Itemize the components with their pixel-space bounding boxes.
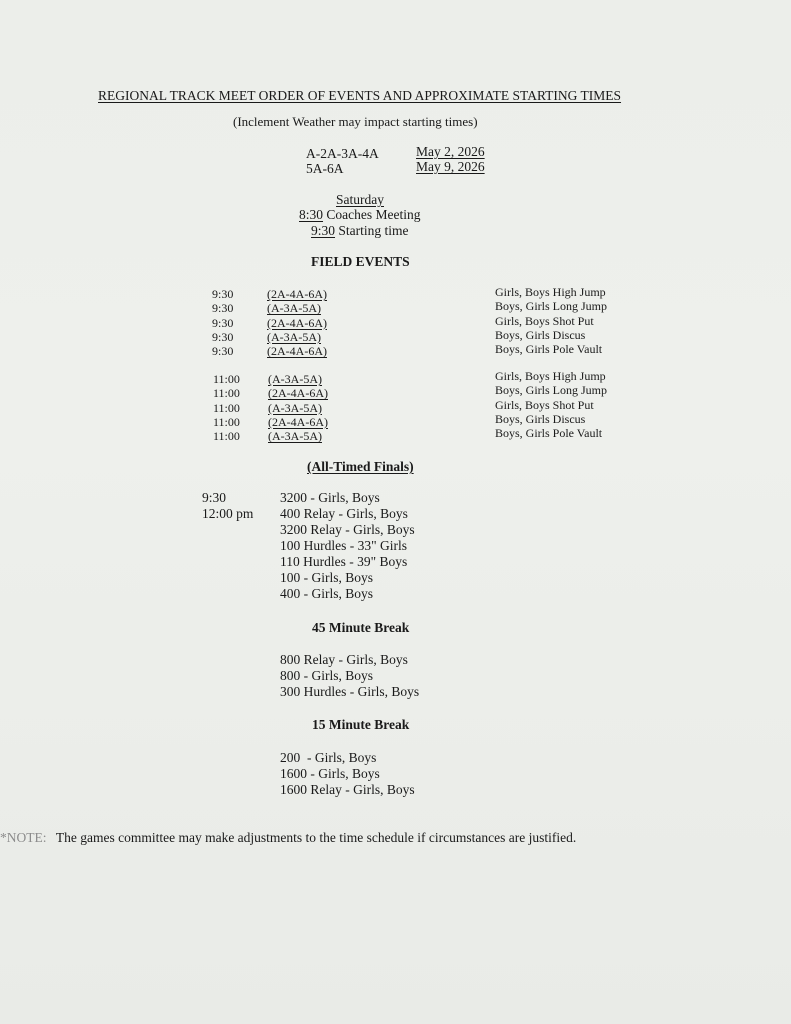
running-block-3 [280,750,415,798]
document-subtitle: (Inclement Weather may impact starting times) [233,114,478,129]
field-time: 11:00 [213,372,240,386]
field-time: 11:00 [213,400,240,415]
field-event: Girls, Boys Shot Put [495,397,594,412]
running-event: 400 - Girls, Boys [280,586,374,601]
footnote [0,830,576,846]
running-block-1 [280,490,415,602]
field-classes: (A-3A-5A) [268,400,322,415]
class-label: A-2A-3A-4A [306,146,379,161]
field-times-group1 [212,287,233,358]
field-classes: (A-3A-5A) [268,429,322,444]
field-time: 9:30 [212,315,234,330]
running-event: 1600 Relay - Girls, Boys [280,782,415,797]
meeting-label: Coaches Meeting [326,207,421,222]
field-event: Boys, Girls Discus [495,327,586,342]
field-time: 11:00 [213,429,240,444]
field-events-group2 [495,369,607,440]
running-event: 300 Hurdles - Girls, Boys [280,684,420,699]
running-times [202,490,253,522]
field-event: Boys, Girls Long Jump [495,299,608,314]
running-event: 400 Relay - Girls, Boys [280,506,408,521]
field-classes-group2 [268,372,328,443]
field-time: 9:30 [212,301,234,316]
coaches-meeting-line [299,207,421,223]
field-classes: (2A-4A-6A) [268,386,328,401]
field-time: 11:00 [213,414,240,429]
field-event: Boys, Girls Pole Vault [495,342,603,357]
field-time: 9:30 [212,287,234,301]
class-date: May 2, 2026 [416,144,485,159]
timed-finals-heading: (All-Timed Finals) [307,459,414,474]
running-event: 1600 - Girls, Boys [280,766,380,781]
running-event: 110 Hurdles - 39" Boys [280,554,408,569]
field-event: Girls, Boys High Jump [495,369,606,383]
field-event: Girls, Boys Shot Put [495,313,594,328]
field-event: Boys, Girls Pole Vault [495,426,603,441]
running-event: 100 Hurdles - 33" Girls [280,538,407,553]
field-events-heading: FIELD EVENTS [311,254,410,269]
start-time: 9:30 [311,223,336,238]
field-event: Boys, Girls Discus [495,411,586,426]
running-event: 3200 - Girls, Boys [280,490,380,505]
field-classes: (A-3A-5A) [267,301,321,316]
class-label: 5A-6A [306,161,344,176]
field-classes: (2A-4A-6A) [268,414,328,429]
field-event: Boys, Girls Long Jump [495,383,608,398]
running-event: 800 Relay - Girls, Boys [280,652,408,667]
field-events-group1 [495,285,607,356]
class-date: May 9, 2026 [416,159,485,174]
field-classes: (2A-4A-6A) [267,315,327,330]
field-classes: (2A-4A-6A) [267,344,327,359]
break-15-label: 15 Minute Break [312,717,410,732]
note-text: The games committee may make adjustments to the time schedule if circumstances are justified. [55,830,577,845]
field-times-group2 [213,372,240,443]
meeting-time: 8:30 [299,207,324,222]
running-event: 100 - Girls, Boys [280,570,374,585]
running-event: 800 - Girls, Boys [280,668,374,683]
field-time: 11:00 [213,386,240,401]
starting-time-line [311,223,409,239]
running-event: 200 - Girls, Boys [280,750,377,765]
running-time: 9:30 [202,490,227,505]
day-label: Saturday [336,192,384,207]
running-time: 12:00 pm [202,506,254,521]
field-classes-group1 [267,287,327,358]
running-block-2 [280,652,419,700]
field-classes: (A-3A-5A) [268,372,322,386]
note-label: *NOTE: [0,830,47,845]
field-event: Girls, Boys High Jump [495,285,606,299]
field-classes: (A-3A-5A) [267,329,321,344]
document-title: REGIONAL TRACK MEET ORDER OF EVENTS AND APPROXIMATE STARTING TIMES [98,88,622,103]
field-time: 9:30 [212,344,234,359]
field-time: 9:30 [212,329,234,344]
start-label: Starting time [338,223,409,238]
running-event: 3200 Relay - Girls, Boys [280,522,415,537]
field-classes: (2A-4A-6A) [267,287,327,301]
break-45-label: 45 Minute Break [312,620,410,635]
